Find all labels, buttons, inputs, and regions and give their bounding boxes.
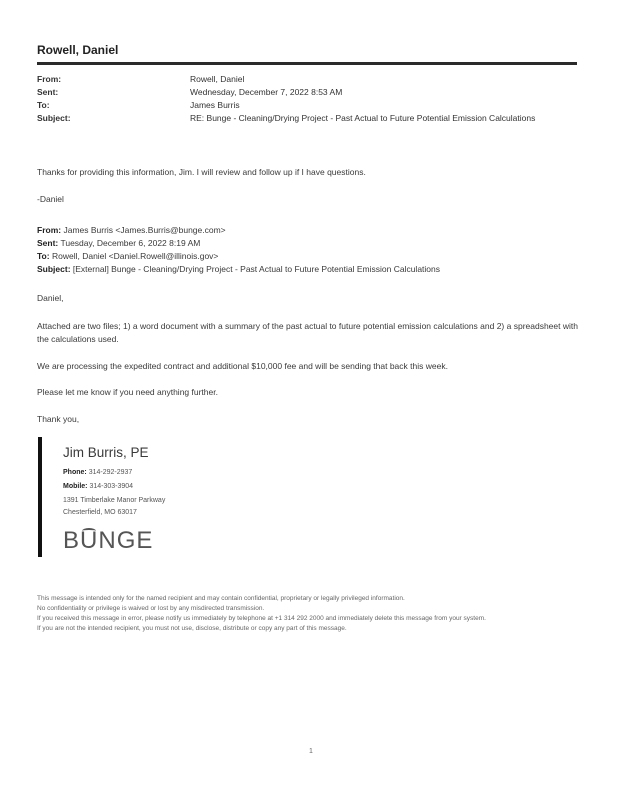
sent-label: Sent: <box>37 87 59 97</box>
quoted-subject-line <box>37 263 582 276</box>
signature-mobile-label: Mobile: <box>63 483 88 490</box>
signature-address-line-2: Chesterfield, MO 63017 <box>63 509 137 516</box>
from-label: From: <box>37 74 62 84</box>
quoted-paragraph-2: We are processing the expedited contract and additional $10,000 fee and will be sending that back this week. <box>37 361 448 371</box>
quoted-sent-line <box>37 237 582 250</box>
to-value: James Burris <box>190 100 240 110</box>
subject-value: RE: Bunge - Cleaning/Drying Project - Past Actual to Future Potential Emission Calculations <box>190 113 536 123</box>
bunge-logo <box>63 527 153 555</box>
disclaimer-line-2: No confidentiality or privilege is waived or lost by any misdirected transmission. <box>37 605 265 612</box>
signature-name: Jim Burris, PE <box>63 445 149 460</box>
quoted-greeting: Daniel, <box>37 293 64 303</box>
logo-letters-nge: NGE <box>98 527 154 554</box>
quoted-sent-label: Sent: <box>37 238 59 248</box>
signature-phone <box>63 469 132 476</box>
quoted-paragraph-1: Attached are two files; 1) a word document with a summary of the past actual to future potential emission calculations and 2) a spreadsheet with the calculations used. <box>37 321 578 344</box>
quoted-to-label: To: <box>37 251 50 261</box>
logo-letter-u: U <box>80 527 99 554</box>
quoted-to-line <box>37 250 582 263</box>
mailbox-owner-name: Rowell, Daniel <box>37 43 119 57</box>
signature-address-line-1: 1391 Timberlake Manor Parkway <box>63 497 166 504</box>
reply-signoff: -Daniel <box>37 194 64 204</box>
disclaimer-line-4: If you are not the intended recipient, you must not use, disclose, distribute or copy any part of this message. <box>37 625 347 632</box>
from-value: Rowell, Daniel <box>190 74 245 84</box>
subject-label: Subject: <box>37 113 71 123</box>
header-divider <box>37 62 577 65</box>
quoted-sent-value: Tuesday, December 6, 2022 8:19 AM <box>60 238 201 248</box>
to-label: To: <box>37 100 50 110</box>
quoted-from-line <box>37 224 582 237</box>
logo-letter-b: B <box>63 527 81 554</box>
quoted-subject-value: [External] Bunge - Cleaning/Drying Project - Past Actual to Future Potential Emission Calculations <box>72 264 440 274</box>
signature-mobile-value: 314-303-3904 <box>89 483 134 490</box>
quoted-subject-label: Subject: <box>37 264 71 274</box>
page-number: 1 <box>309 748 313 755</box>
signature-phone-value: 314-292-2937 <box>88 469 133 476</box>
signature-accent-bar <box>38 437 42 557</box>
disclaimer-line-3: If you received this message in error, please notify us immediately by telephone at +1 314 292 2000 and immediately delete this message from your system. <box>37 615 486 622</box>
quoted-from-value: James Burris <James.Burris@bunge.com> <box>63 225 226 235</box>
reply-text: Thanks for providing this information, Jim. I will review and follow up if I have questions. <box>37 167 366 177</box>
quoted-closing: Thank you, <box>37 414 80 424</box>
confidentiality-disclaimer <box>37 594 577 634</box>
quoted-header <box>37 224 582 276</box>
sent-value: Wednesday, December 7, 2022 8:53 AM <box>190 87 343 97</box>
quoted-to-value: Rowell, Daniel <Daniel.Rowell@illinois.gov> <box>51 251 219 261</box>
quoted-from-label: From: <box>37 225 62 235</box>
signature-phone-label: Phone: <box>63 469 87 476</box>
signature-mobile <box>63 483 133 490</box>
disclaimer-line-1: This message is intended only for the named recipient and may contain confidential, proprietary or legally privileged information. <box>37 595 405 602</box>
quoted-paragraph-3: Please let me know if you need anything further. <box>37 387 218 397</box>
